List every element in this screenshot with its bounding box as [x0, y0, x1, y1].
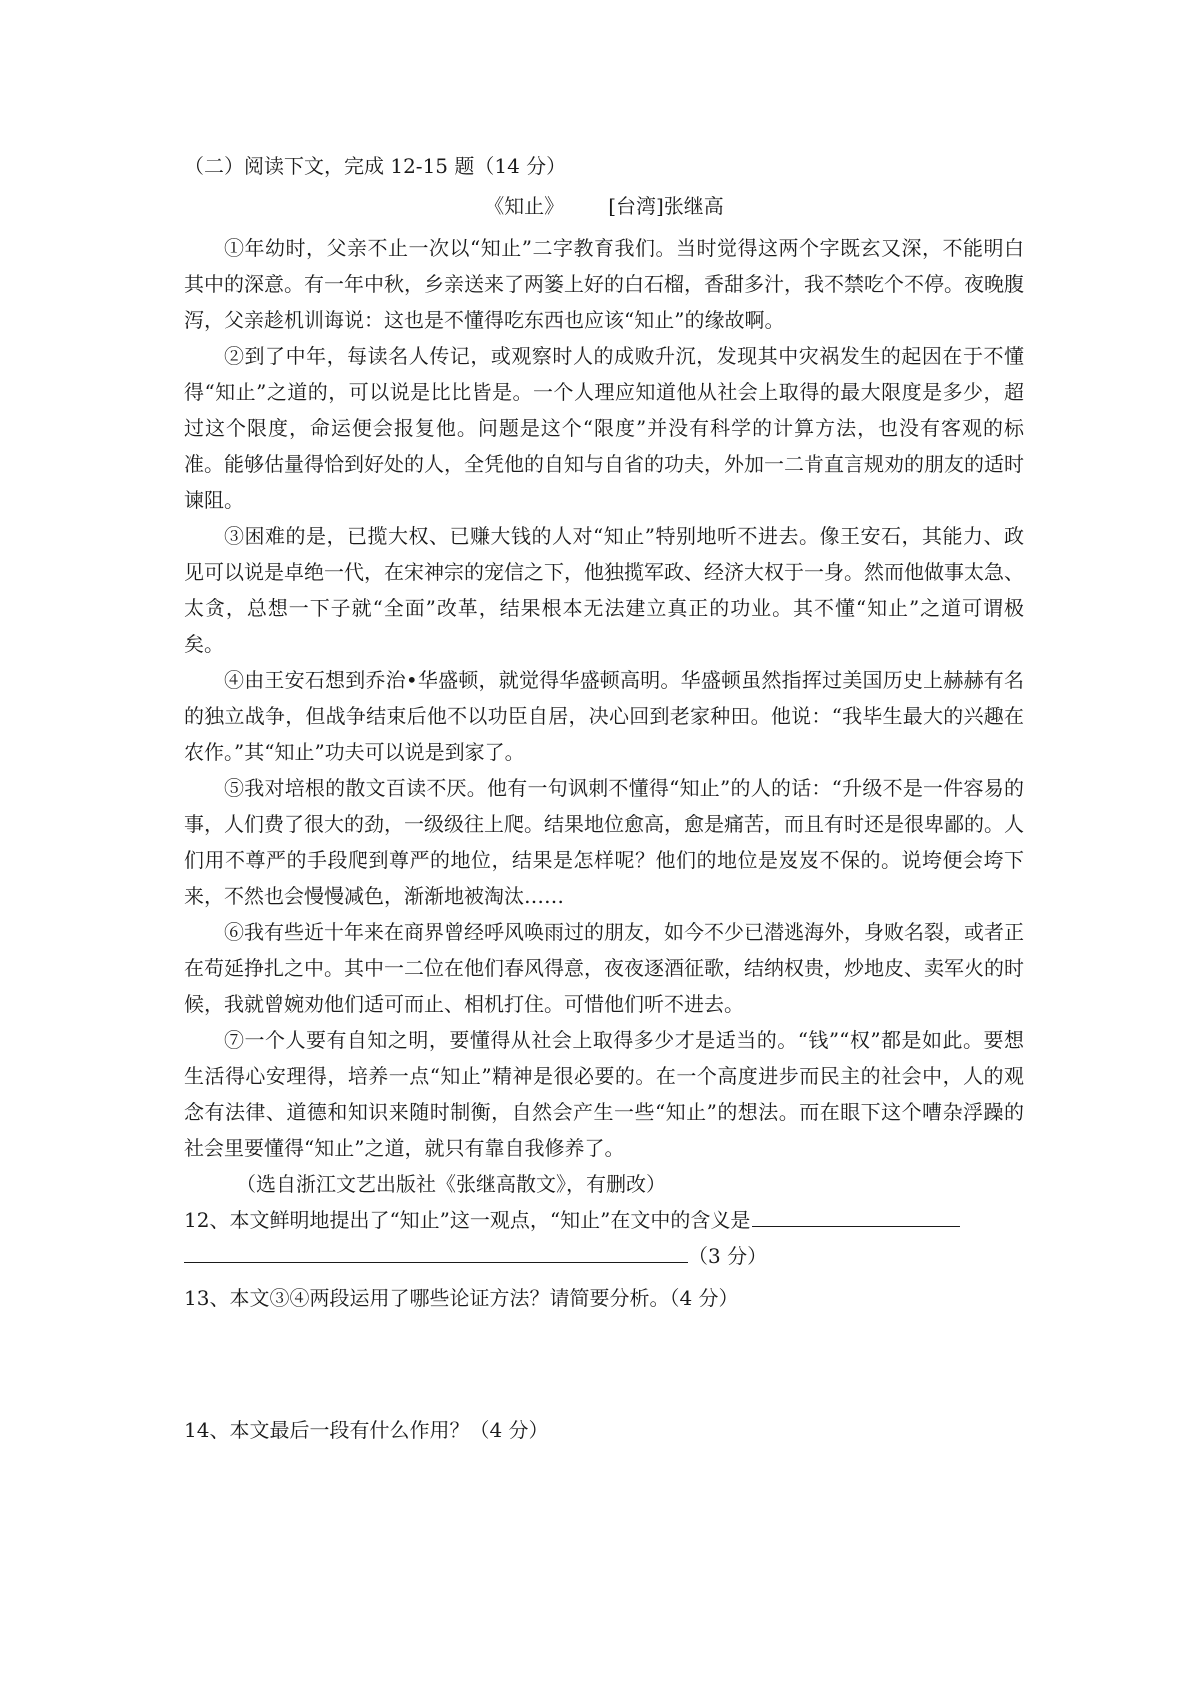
article-author: [台湾]张继高: [608, 194, 724, 218]
section-heading: （二）阅读下文，完成 12-15 题（14 分）: [184, 154, 567, 178]
paragraph-4: ④由王安石想到乔治•华盛顿，就觉得华盛顿高明。华盛顿虽然指挥过美国历史上赫赫有名的独立战争，但战争结束后他不以功臣自居，决心回到老家种田。他说：“我毕生最大的兴趣在农作。”其“知止”功夫可以说是到家了。: [184, 668, 1024, 764]
paragraph-3: ③困难的是，已揽大权、已赚大钱的人对“知止”特别地听不进去。像王安石，其能力、政见可以说是卓绝一代，在宋神宗的宠信之下，他独揽军政、经济大权于一身。然而他做事太急、太贪，总想一下子就“全面”改革，结果根本无法建立真正的功业。其不懂“知止”之道可谓极矣。: [184, 524, 1024, 656]
reading-section: [184, 148, 1024, 1448]
question-12: [184, 1202, 1024, 1238]
question-14: 14、本文最后一段有什么作用？（4 分）: [184, 1418, 549, 1442]
source-note: （选自浙江文艺出版社《张继高散文》，有删改）: [236, 1172, 666, 1196]
question-12-score: （3 分）: [688, 1244, 768, 1268]
paragraph-1: ①年幼时，父亲不止一次以“知止”二字教育我们。当时觉得这两个字既玄又深，不能明白其中的深意。有一年中秋，乡亲送来了两篓上好的白石榴，香甜多汁，我不禁吃个不停。夜晚腹泻，父亲趁机训诲说：这也是不懂得吃东西也应该“知止”的缘故啊。: [184, 236, 1024, 332]
question-12-text: 12、本文鲜明地提出了“知止”这一观点，“知止”在文中的含义是: [184, 1208, 751, 1232]
paragraph-5: ⑤我对培根的散文百读不厌。他有一句讽刺不懂得“知止”的人的话：“升级不是一件容易的事，人们费了很大的劲，一级级往上爬。结果地位愈高，愈是痛苦，而且有时还是很卑鄙的。人们用不尊严的手段爬到尊严的地位，结果是怎样呢？他们的地位是岌岌不保的。说垮便会垮下来，不然也会慢慢减色，渐渐地被淘汰……: [184, 776, 1024, 908]
paragraph-6: ⑥我有些近十年来在商界曾经呼风唤雨过的朋友，如今不少已潜逃海外，身败名裂，或者正在苟延挣扎之中。其中一二位在他们春风得意，夜夜逐酒征歌，结纳权贵，炒地皮、卖军火的时候，我就曾婉劝他们适可而止、相机打住。可惜他们听不进去。: [184, 920, 1024, 1016]
article-title: 《知止》: [484, 194, 565, 218]
article-title-line: [184, 188, 1024, 224]
paragraph-2: ②到了中年，每读名人传记，或观察时人的成败升沉，发现其中灾祸发生的起因在于不懂得“知止”之道的，可以说是比比皆是。一个人理应知道他从社会上取得的最大限度是多少，超过这个限度，命运便会报复他。问题是这个“限度”并没有科学的计算方法，也没有客观的标准。能够估量得恰到好处的人，全凭他的自知与自省的功夫，外加一二肯直言规劝的朋友的适时谏阻。: [184, 344, 1024, 512]
question-13: 13、本文③④两段运用了哪些论证方法？请简要分析。（4 分）: [184, 1286, 739, 1310]
question-12-continued: [184, 1238, 1024, 1274]
answer-blank-12b[interactable]: [184, 1240, 688, 1263]
paragraph-7: ⑦一个人要有自知之明，要懂得从社会上取得多少才是适当的。“钱”“权”都是如此。要想生活得心安理得，培养一点“知止”精神是很必要的。在一个高度进步而民主的社会中，人的观念有法律、道德和知识来随时制衡，自然会产生一些“知止”的想法。而在眼下这个嘈杂浮躁的社会里要懂得“知止”之道，就只有靠自我修养了。: [184, 1028, 1024, 1160]
answer-blank-12a[interactable]: [752, 1204, 960, 1227]
